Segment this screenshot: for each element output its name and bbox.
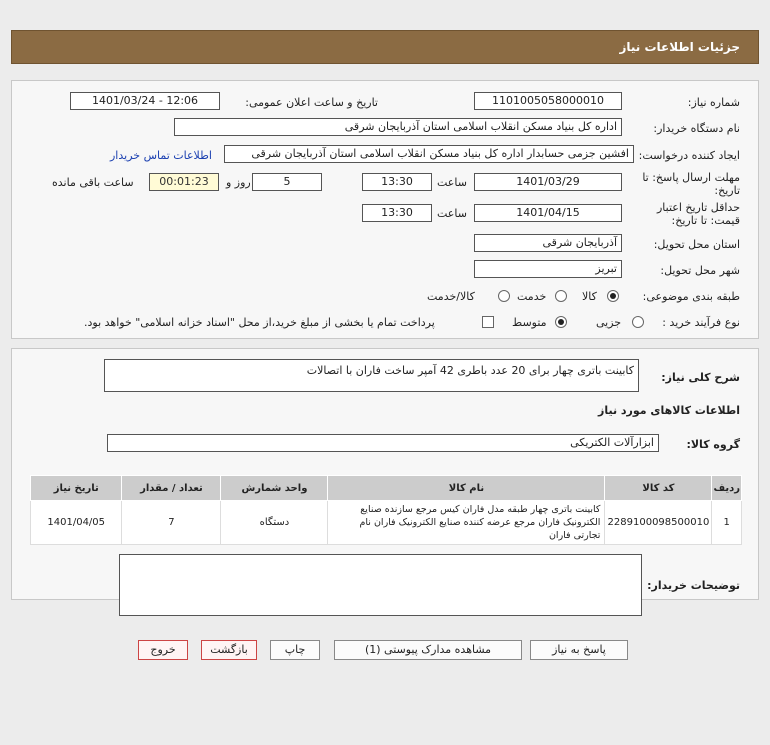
announce-label: تاریخ و ساعت اعلان عمومی: [245,96,378,109]
deadline-date-field: 1401/03/29 [474,173,622,191]
need-number-label: شماره نیاز: [687,96,740,109]
buyer-org-label: نام دستگاه خریدار: [653,122,740,135]
buyer-contact-link[interactable]: اطلاعات تماس خریدار [110,149,212,162]
validity-time-field: 13:30 [362,204,432,222]
days-remaining-field: 5 [252,173,322,191]
row-code: 2289100098500010 [605,501,712,545]
category-service-label: خدمت [517,290,547,303]
deadline-time-label: ساعت [437,176,467,189]
goods-group-field: ابزارآلات الکتریکی [107,434,659,452]
city-field: تبریز [474,260,622,278]
category-goods-service-label: کالا/خدمت [427,290,475,303]
validity-time-label: ساعت [437,207,467,220]
deadline-label: مهلت ارسال پاسخ: تا [642,171,740,184]
city-label: شهر محل تحویل: [660,264,740,277]
process-medium-label: متوسط [512,316,547,329]
row-name: کابینت باتری چهار طبقه مدل فاران کیس مرجع سازنده صنایع الکترونیک فاران مرجع عرضه کننده صنایع الکترونیک فاران نام تجارتی فاران [328,501,605,545]
goods-table-header [31,476,742,501]
exit-button[interactable]: خروج [138,640,188,660]
process-radio-minor[interactable] [632,316,644,328]
buyer-notes-field [119,554,642,616]
goods-table [30,475,742,545]
print-button[interactable]: چاپ [270,640,320,660]
deadline-label-date: تاریخ: [714,184,740,197]
creator-field: افشین جزمی حسابدار اداره کل بنیاد مسکن انقلاب اسلامی استان آذربایجان شرقی [224,145,634,163]
page-title: جزئیات اطلاعات نیاز [619,40,740,54]
process-label: نوع فرآیند خرید : [662,316,740,329]
days-label: روز و [226,176,251,189]
row-unit: دستگاه [221,501,328,545]
treasury-payment-checkbox[interactable] [482,316,494,328]
page-header [11,30,759,64]
announce-datetime-field: 1401/03/24 - 12:06 [70,92,220,110]
validity-label-date: قیمت: تا تاریخ: [671,214,740,227]
need-info-panel [11,80,759,339]
category-goods-label: کالا [582,290,597,303]
remaining-label: ساعت باقی مانده [52,176,134,189]
row-index: 1 [712,501,742,545]
treasury-payment-note: پرداخت تمام یا بخشی از مبلغ خرید،از محل "اسناد خزانه اسلامی" خواهد بود. [84,316,435,329]
validity-label: حداقل تاریخ اعتبار [656,201,740,214]
reply-button[interactable]: پاسخ به نیاز [530,640,628,660]
creator-label: ایجاد کننده درخواست: [638,149,740,162]
col-row: ردیف [712,476,742,501]
row-date: 1401/04/05 [31,501,122,545]
col-qty: تعداد / مقدار [122,476,221,501]
col-code: کد کالا [605,476,712,501]
deadline-time-field: 13:30 [362,173,432,191]
category-radio-goods-service[interactable] [498,290,510,302]
category-radio-goods[interactable] [607,290,619,302]
process-radio-medium[interactable] [555,316,567,328]
goods-group-label: گروه کالا: [686,438,740,451]
need-details-panel [11,348,759,600]
summary-label: شرح کلی نیاز: [661,371,740,384]
view-attachments-button[interactable]: مشاهده مدارک پیوستی (1) [334,640,522,660]
summary-field: کابینت باتری چهار برای 20 عدد باطری 42 آمپر ساخت فاران با اتصالات [104,359,639,392]
province-field: آذربایجان شرقی [474,234,622,252]
process-minor-label: جزیی [596,316,622,329]
category-label: طبقه بندی موضوعی: [642,290,740,303]
back-button[interactable]: بازگشت [201,640,257,660]
remaining-timer: 00:01:23 [149,173,219,191]
col-unit: واحد شمارش [221,476,328,501]
category-radio-service[interactable] [555,290,567,302]
col-date: تاریخ نیاز [31,476,122,501]
need-number-field: 1101005058000010 [474,92,622,110]
province-label: استان محل تحویل: [653,238,740,251]
validity-date-field: 1401/04/15 [474,204,622,222]
buyer-notes-label: توضیحات خریدار: [647,579,740,592]
goods-section-title: اطلاعات کالاهای مورد نیاز [598,404,740,417]
row-qty: 7 [122,501,221,545]
table-row [31,501,742,545]
buyer-org-field: اداره کل بنیاد مسکن انقلاب اسلامی استان آذربایجان شرقی [174,118,622,136]
col-name: نام کالا [328,476,605,501]
